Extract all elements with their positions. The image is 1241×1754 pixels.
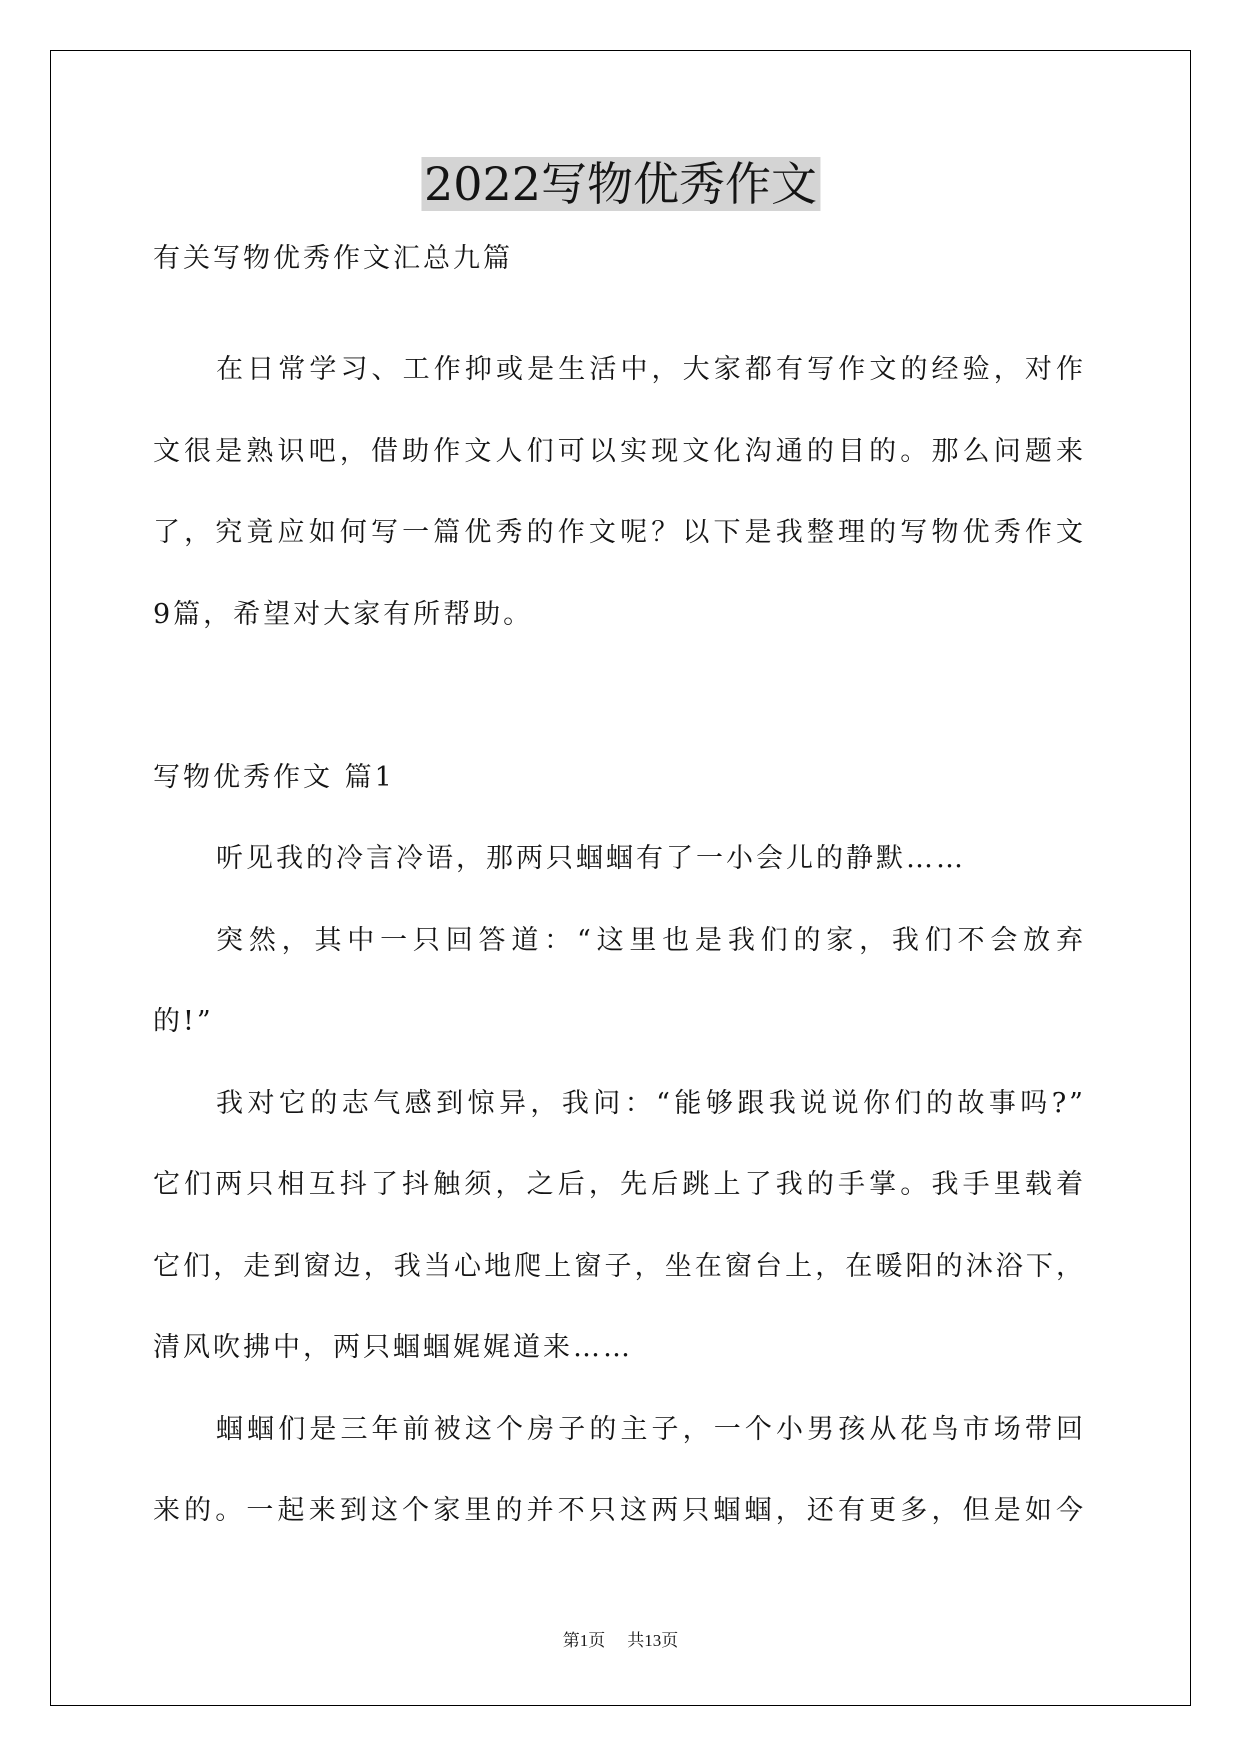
text-line: 突然，其中一只回答道：“这里也是我们的家，我们不会放弃 <box>216 924 1086 956</box>
text-line: 它们两只相互抖了抖触须，之后，先后跳上了我的手掌。我手里载着 <box>153 1169 1086 1200</box>
text-line: 在日常学习、工作抑或是生活中，大家都有写作文的经验，对作 <box>216 354 1086 385</box>
text-line: 的!” <box>153 1006 214 1037</box>
blank-line <box>153 655 1086 737</box>
document-body <box>153 329 1086 1552</box>
paragraph <box>153 1063 1086 1389</box>
text-line: 了，究竟应如何写一篇优秀的作文呢？以下是我整理的写物优秀作文 <box>153 517 1086 548</box>
document-subtitle: 有关写物优秀作文汇总九篇 <box>153 243 513 274</box>
page-number: 第1页 <box>562 1631 606 1650</box>
section-heading: 写物优秀作文 篇1 <box>153 761 395 793</box>
text-line: 清风吹拂中，两只蝈蝈娓娓道来…… <box>153 1332 633 1363</box>
text-line: 它们，走到窗边，我当心地爬上窗子，坐在窗台上，在暖阳的沐浴下， <box>153 1250 1086 1282</box>
paragraph <box>153 1389 1086 1552</box>
paragraph <box>153 818 1086 900</box>
text-line: 听见我的冷言冷语，那两只蝈蝈有了一小会儿的静默…… <box>216 843 966 874</box>
page-footer <box>0 1626 1241 1656</box>
paragraph <box>153 900 1086 1063</box>
text-line: 9篇，希望对大家有所帮助。 <box>153 598 534 630</box>
text-line: 文很是熟识吧，借助作文人们可以实现文化沟通的目的。那么问题来 <box>153 435 1086 467</box>
text-line: 我对它的志气感到惊异，我问：“能够跟我说说你们的故事吗?” <box>216 1087 1086 1119</box>
page-total: 共13页 <box>627 1631 679 1650</box>
text-line: 来的。一起来到这个家里的并不只这两只蝈蝈，还有更多，但是如今 <box>153 1495 1086 1526</box>
text-line: 蝈蝈们是三年前被这个房子的主子，一个小男孩从花鸟市场带回 <box>216 1413 1086 1445</box>
intro-paragraph <box>153 329 1086 655</box>
document-title: 2022写物优秀作文 <box>421 157 820 211</box>
